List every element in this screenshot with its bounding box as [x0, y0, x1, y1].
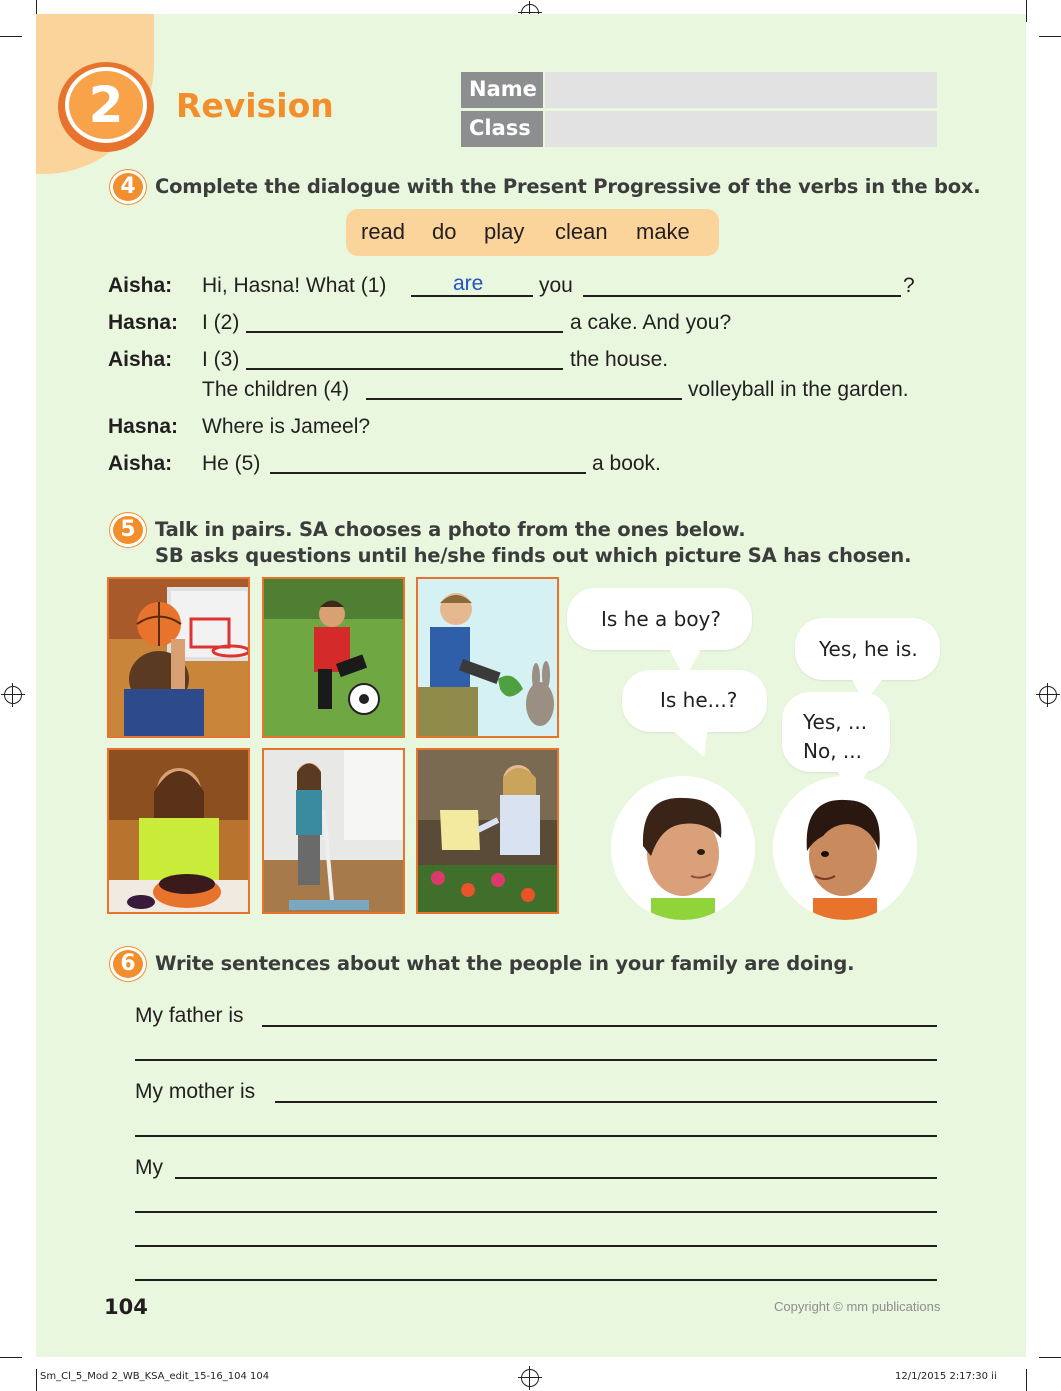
bubble-tail [668, 727, 713, 759]
speech-bubble [782, 692, 890, 772]
dialogue-text: ? [903, 274, 915, 297]
speech-bubble [795, 618, 940, 680]
verb-item: clean [555, 219, 608, 244]
writing-line[interactable] [135, 1059, 937, 1061]
exercise-instruction: Write sentences about what the people in your family are doing. [155, 952, 855, 975]
exercise-instruction: Complete the dialogue with the Present Progressive of the verbs in the box. [155, 175, 981, 198]
name-label: Name [461, 72, 543, 108]
crop-mark [1039, 1357, 1061, 1358]
exercise-instruction: SB asks questions until he/she finds out which picture SA has chosen. [155, 544, 912, 567]
verb-item: do [432, 219, 457, 244]
crop-mark [1026, 1369, 1027, 1391]
writing-prompt: My father is [135, 1004, 244, 1027]
registration-mark [521, 1369, 539, 1387]
bubble-text: Yes, he is. [819, 637, 918, 661]
dialogue-speaker: Hasna: [108, 311, 179, 334]
dialogue-text: The children (4) [202, 378, 350, 401]
dialogue-text: a cake. And you? [570, 311, 732, 334]
bubble-text: Is he a boy? [601, 607, 722, 631]
writing-line[interactable] [175, 1177, 937, 1179]
copyright-notice: Copyright © mm publications [774, 1299, 941, 1314]
class-field[interactable] [545, 111, 937, 147]
answer-blank-2[interactable] [246, 331, 563, 333]
exercise-number: 5 [110, 513, 146, 547]
registration-mark [1039, 686, 1057, 704]
speech-bubble [622, 670, 767, 732]
writing-line[interactable] [135, 1211, 937, 1213]
dialogue-text: Hi, Hasna! What (1) [202, 274, 387, 297]
exercise-instruction: Talk in pairs. SA chooses a photo from the ones below. [155, 518, 746, 541]
page-title: Revision [176, 86, 334, 125]
speech-bubble [567, 588, 752, 650]
exercise-number: 6 [110, 947, 146, 981]
verb-item: read [361, 219, 406, 244]
photo-watering-flowers[interactable] [416, 748, 559, 914]
writing-line[interactable] [135, 1279, 937, 1281]
photo-making-cake[interactable] [107, 748, 250, 914]
dialogue-text: the house. [570, 348, 669, 371]
student-b-portrait [773, 776, 917, 920]
unit-number: 2 [65, 67, 147, 143]
exercise-number: 4 [110, 170, 146, 204]
photo-feeding-rabbit[interactable] [416, 577, 559, 738]
dialogue-speaker: Aisha: [108, 274, 173, 297]
writing-prompt: My mother is [135, 1080, 256, 1103]
writing-line[interactable] [135, 1135, 937, 1137]
bubble-text: Is he...? [660, 688, 738, 712]
writing-line[interactable] [135, 1245, 937, 1247]
student-a-portrait [611, 776, 755, 920]
unit-badge [58, 62, 154, 152]
crop-mark [36, 1369, 37, 1391]
print-slug-left: Sm_Cl_5_Mod 2_WB_KSA_edit_15-16_104 104 [40, 1371, 270, 1382]
crop-mark [1039, 36, 1061, 37]
writing-line[interactable] [262, 1025, 937, 1027]
answer-blank-1b[interactable] [583, 295, 901, 297]
dialogue-text: you [539, 274, 573, 297]
registration-mark [4, 686, 22, 704]
crop-mark [0, 36, 22, 37]
writing-line[interactable] [275, 1101, 937, 1103]
answer-blank-5[interactable] [270, 472, 586, 474]
dialogue-text: He (5) [202, 452, 261, 475]
bubble-text: No, ... [803, 739, 862, 763]
photo-football[interactable] [262, 577, 405, 738]
answer-blank-4[interactable] [366, 398, 682, 400]
dialogue-speaker: Aisha: [108, 348, 173, 371]
crop-mark [0, 1357, 22, 1358]
class-label: Class [461, 111, 543, 147]
photo-basketball[interactable] [107, 577, 250, 738]
dialogue-text: Where is Jameel? [202, 415, 371, 438]
dialogue-speaker: Aisha: [108, 452, 173, 475]
dialogue-text: I (3) [202, 348, 240, 371]
verb-box [346, 209, 719, 256]
crop-mark [1026, 0, 1027, 22]
writing-prompt: My [135, 1156, 163, 1179]
answer-blank-3[interactable] [246, 368, 563, 370]
verb-item: play [484, 219, 525, 244]
bubble-text: Yes, ... [803, 710, 868, 734]
dialogue-speaker: Hasna: [108, 415, 179, 438]
dialogue-text: I (2) [202, 311, 240, 334]
photo-cleaning-floor[interactable] [262, 748, 405, 914]
page-number: 104 [104, 1295, 148, 1319]
print-slug-right: 12/1/2015 2:17:30 ii [895, 1371, 997, 1382]
dialogue-text: volleyball in the garden. [688, 378, 909, 401]
example-answer: are [453, 272, 484, 295]
verb-item: make [636, 219, 690, 244]
name-field[interactable] [545, 72, 937, 108]
dialogue-text: a book. [592, 452, 661, 475]
